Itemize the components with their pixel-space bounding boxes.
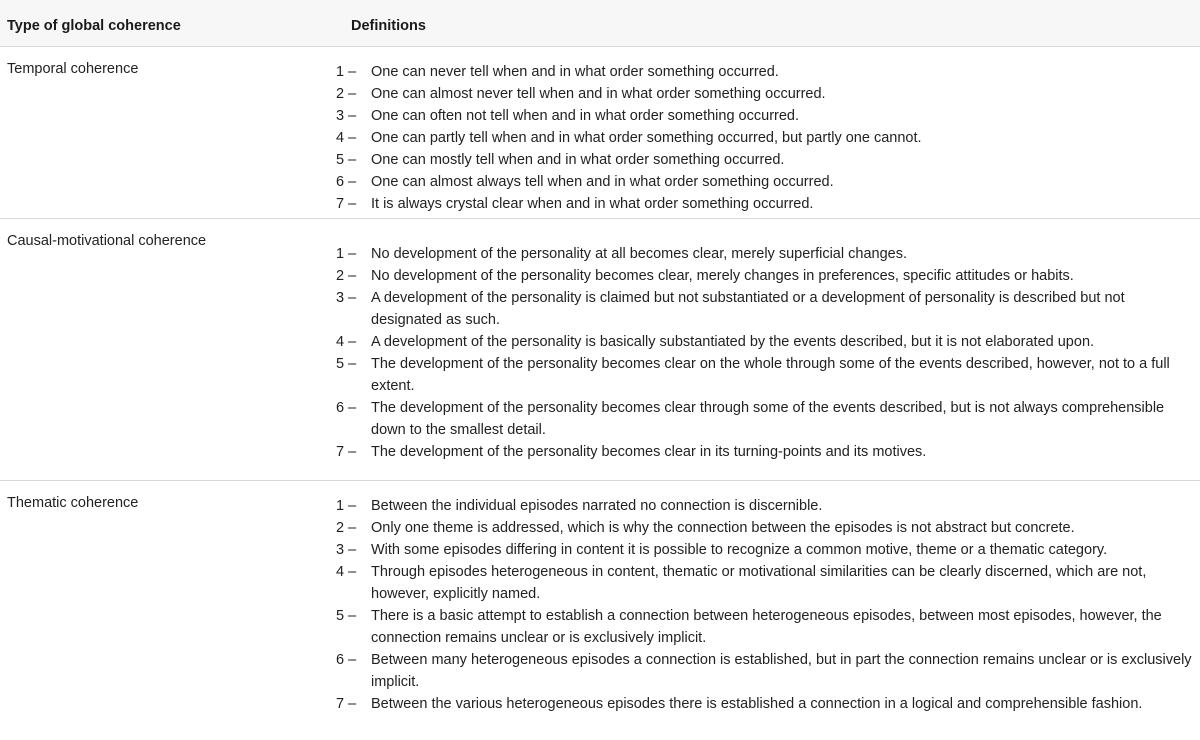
definition-item	[336, 127, 1198, 149]
definition-number: 6 –	[336, 174, 357, 190]
definition-text: Between the various heterogeneous episodes there is established a connection in a logical and comprehensible fashion.	[371, 696, 1143, 712]
coherence-type-label: Temporal coherence	[7, 61, 139, 77]
definition-item	[336, 397, 1198, 441]
definition-item	[336, 83, 1198, 105]
definition-number: 4 –	[336, 334, 357, 350]
definition-text: A development of the personality is claimed but not substantiated or a development of personality is described but not designated as such.	[371, 290, 1125, 328]
definition-item	[336, 353, 1198, 397]
definition-text: No development of the personality at all becomes clear, merely superficial changes.	[371, 246, 907, 262]
definition-number: 5 –	[336, 356, 357, 372]
definition-number: 4 –	[336, 130, 357, 146]
definition-number: 5 –	[336, 608, 357, 624]
definition-text: The development of the personality becomes clear on the whole through some of the events described, however, not to a full extent.	[371, 356, 1170, 394]
definition-item	[336, 649, 1198, 693]
definition-text: Between the individual episodes narrated no connection is discernible.	[371, 498, 823, 514]
definition-number: 3 –	[336, 290, 357, 306]
header-definitions: Definitions	[351, 18, 426, 34]
definition-number: 3 –	[336, 542, 357, 558]
definition-number: 3 –	[336, 108, 357, 124]
definition-item	[336, 441, 1198, 463]
definition-item	[336, 495, 1198, 517]
section-temporal-coherence	[0, 47, 1200, 219]
definition-text: One can partly tell when and in what order something occurred, but partly one cannot.	[371, 130, 922, 146]
definition-text: No development of the personality becomes clear, merely changes in preferences, specific attitudes or habits.	[371, 268, 1074, 284]
definition-text: One can never tell when and in what order something occurred.	[371, 64, 779, 80]
definition-text: With some episodes differing in content it is possible to recognize a common motive, theme or a thematic category.	[371, 542, 1108, 558]
definition-item	[336, 605, 1198, 649]
definition-item	[336, 171, 1198, 193]
definition-number: 6 –	[336, 400, 357, 416]
definition-item	[336, 243, 1198, 265]
definition-text: One can almost always tell when and in what order something occurred.	[371, 174, 834, 190]
definition-number: 7 –	[336, 696, 357, 712]
definition-text: One can mostly tell when and in what order something occurred.	[371, 152, 785, 168]
definition-text: One can almost never tell when and in what order something occurred.	[371, 86, 826, 102]
definition-number: 1 –	[336, 498, 357, 514]
definition-text: There is a basic attempt to establish a connection between heterogeneous episodes, between most episodes, however, the connection remains unclear or is exclusively implicit.	[371, 608, 1162, 646]
coherence-type-label: Causal-motivational coherence	[7, 233, 207, 249]
definition-number: 5 –	[336, 152, 357, 168]
definition-item	[336, 287, 1198, 331]
definition-text: The development of the personality becomes clear in its turning-points and its motives.	[371, 444, 927, 460]
definition-number: 7 –	[336, 196, 357, 212]
section-thematic-coherence	[0, 481, 1200, 740]
definition-text: One can often not tell when and in what order something occurred.	[371, 108, 800, 124]
definition-item	[336, 61, 1198, 83]
definition-number: 2 –	[336, 520, 357, 536]
definition-text: It is always crystal clear when and in what order something occurred.	[371, 196, 814, 212]
definition-item	[336, 193, 1198, 215]
definition-item	[336, 693, 1198, 715]
header-type-of-global-coherence: Type of global coherence	[7, 18, 181, 34]
definition-item	[336, 331, 1198, 353]
definition-number: 4 –	[336, 564, 357, 580]
definition-item	[336, 105, 1198, 127]
definition-text: A development of the personality is basically substantiated by the events described, but it is not elaborated upon.	[371, 334, 1095, 350]
definition-item	[336, 265, 1198, 287]
definition-text: Through episodes heterogeneous in content, thematic or motivational similarities can be clearly discerned, which are not, however, explicitly named.	[371, 564, 1147, 602]
definition-number: 7 –	[336, 444, 357, 460]
definition-text: The development of the personality becomes clear through some of the events described, but is not always comprehensible down to the smallest detail.	[371, 400, 1165, 438]
section-causal-motivational-coherence	[0, 219, 1200, 481]
definition-text: Only one theme is addressed, which is why the connection between the episodes is not abstract but concrete.	[371, 520, 1075, 536]
table-header-row	[0, 0, 1200, 47]
definition-item	[336, 561, 1198, 605]
definition-number: 6 –	[336, 652, 357, 668]
coherence-type-label: Thematic coherence	[7, 495, 139, 511]
definition-number: 2 –	[336, 86, 357, 102]
definition-number: 1 –	[336, 64, 357, 80]
definition-item	[336, 517, 1198, 539]
definition-number: 2 –	[336, 268, 357, 284]
definition-item	[336, 539, 1198, 561]
definition-number: 1 –	[336, 246, 357, 262]
definition-text: Between many heterogeneous episodes a connection is established, but in part the connection remains unclear or is exclusively implicit.	[371, 652, 1192, 690]
definition-item	[336, 149, 1198, 171]
